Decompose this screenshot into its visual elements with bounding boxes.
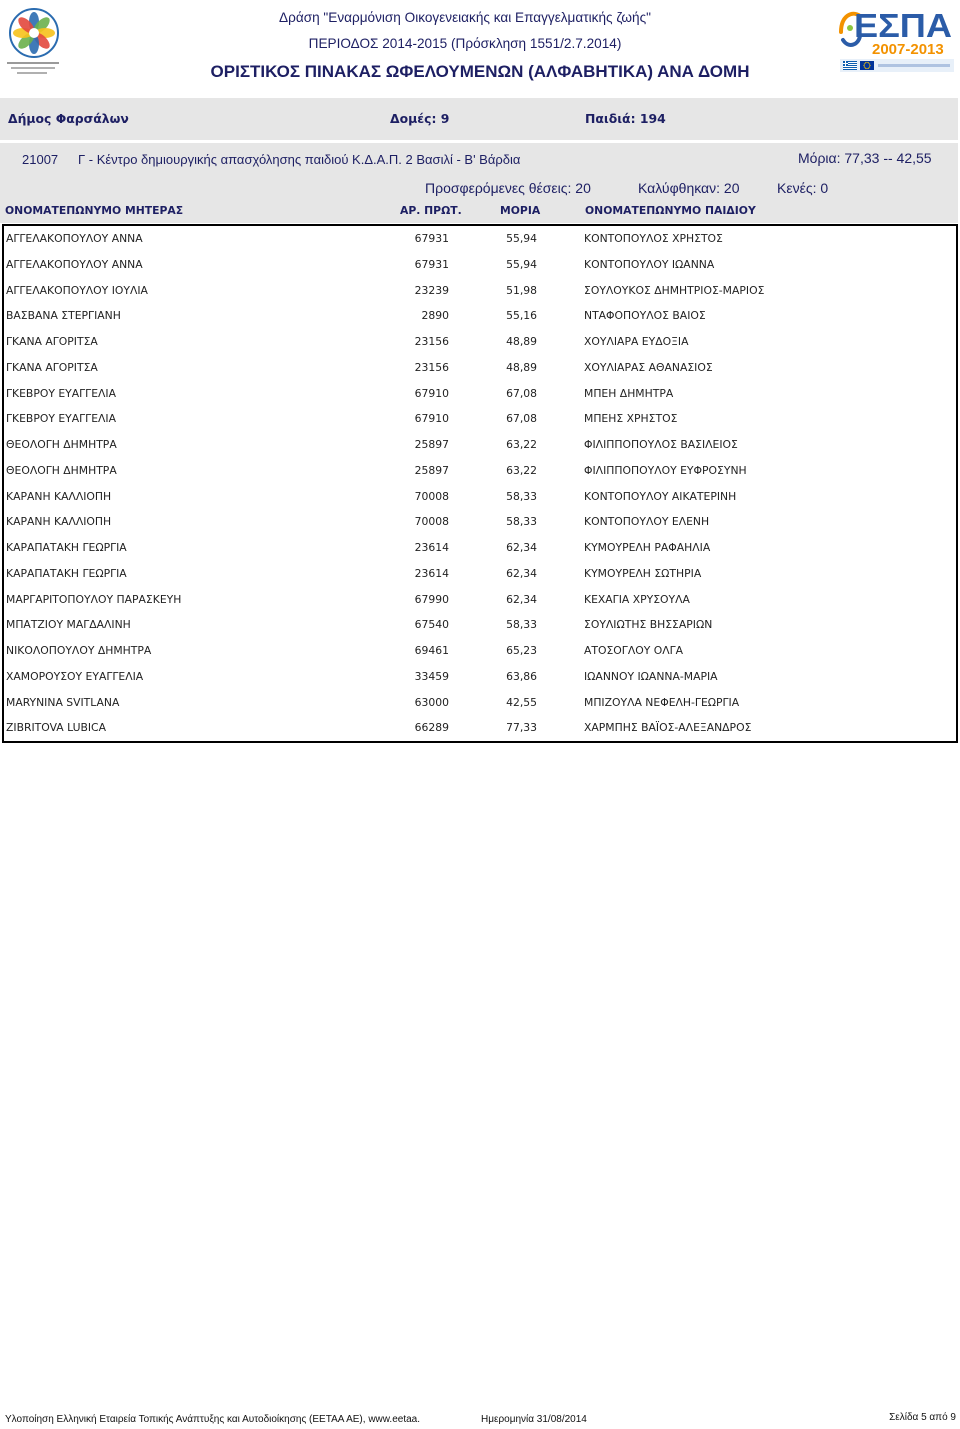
- points-cell: 42,55: [506, 695, 537, 709]
- child-name-cell: ΜΠΙΖΟΥΛΑ ΝΕΦΕΛΗ-ΓΕΩΡΓΙΑ: [584, 695, 740, 709]
- action-title: Δράση "Εναρμόνιση Οικογενειακής και Επαγγελματικής ζωής": [279, 10, 651, 25]
- points-cell: 62,34: [506, 541, 537, 554]
- espa-years: 2007-2013: [872, 41, 944, 58]
- espa-wordmark: ΕΣΠΑ: [854, 7, 952, 44]
- mother-name-cell: ΒΑΣΒΑΝΑ ΣΤΕΡΓΙΑΝΗ: [6, 309, 121, 323]
- child-name-cell: ΚΟΝΤΟΠΟΥΛΟΥ ΑΙΚΑΤΕΡΙΝΗ: [584, 489, 737, 503]
- mother-name-cell: ΘΕΟΛΟΓΗ ΔΗΜΗΤΡΑ: [6, 463, 117, 477]
- column-header-points: ΜΟΡΙΑ: [500, 204, 541, 217]
- table-row: [4, 535, 956, 561]
- table-row: [4, 303, 956, 329]
- mother-name-cell: MARYNINA SVITLANA: [6, 695, 120, 709]
- municipality-name: Δήμος Φαρσάλων: [8, 111, 129, 126]
- points-cell: 51,98: [506, 283, 537, 297]
- child-name-cell: ΚΟΝΤΟΠΟΥΛΟΣ ΧΡΗΣΤΟΣ: [584, 232, 723, 245]
- mother-name-cell: ΑΓΓΕΛΑΚΟΠΟΥΛΟΥ ΙΟΥΛΙΑ: [6, 283, 148, 297]
- table-row: [4, 690, 956, 716]
- protocol-number-cell: 70008: [414, 515, 449, 529]
- eu-flag-icon: [860, 61, 874, 70]
- points-range: Μόρια: 77,33 -- 42,55: [798, 150, 932, 166]
- protocol-number-cell: 67540: [414, 618, 449, 632]
- points-cell: 58,33: [506, 618, 537, 632]
- period-subtitle: ΠΕΡΙΟΔΟΣ 2014-2015 (Πρόσκληση 1551/2.7.2014): [308, 36, 622, 51]
- points-cell: 63,86: [506, 669, 537, 683]
- points-cell: 63,22: [506, 438, 537, 451]
- protocol-number-cell: 67910: [414, 412, 449, 426]
- mother-name-cell: ΑΓΓΕΛΑΚΟΠΟΥΛΟΥ ΑΝΝΑ: [6, 232, 143, 245]
- points-cell: 63,22: [506, 463, 537, 477]
- mother-name-cell: ΚΑΡΑΠΑΤΑΚΗ ΓΕΩΡΓΙΑ: [6, 566, 127, 580]
- protocol-number-cell: 23614: [414, 541, 449, 554]
- beneficiaries-table: [2, 224, 958, 743]
- points-cell: 55,94: [506, 257, 537, 271]
- child-name-cell: ΚΥΜΟΥΡΕΛΗ ΡΑΦΑΗΛΙΑ: [584, 541, 711, 554]
- child-name-cell: ΧΟΥΛΙΑΡΑΣ ΑΘΑΝΑΣΙΟΣ: [584, 360, 713, 374]
- table-row: [4, 432, 956, 458]
- mother-name-cell: ΑΓΓΕΛΑΚΟΠΟΥΛΟΥ ΑΝΝΑ: [6, 257, 143, 271]
- protocol-number-cell: 67931: [414, 257, 449, 271]
- mother-name-cell: ΚΑΡΑΠΑΤΑΚΗ ΓΕΩΡΓΙΑ: [6, 541, 127, 554]
- table-row: [4, 715, 956, 741]
- points-cell: 58,33: [506, 489, 537, 503]
- structure-name: Γ - Κέντρο δημιουργικής απασχόλησης παιδιού Κ.Δ.Α.Π. 2 Βασιλί - Β' Βάρδια: [78, 152, 521, 167]
- table-row: [4, 509, 956, 535]
- footer-page-number: Σελίδα 5 από 9: [889, 1412, 956, 1423]
- protocol-number-cell: 69461: [414, 644, 449, 657]
- protocol-number-cell: 67931: [414, 232, 449, 245]
- protocol-number-cell: 23239: [414, 283, 449, 297]
- table-row: [4, 612, 956, 638]
- points-cell: 58,33: [506, 515, 537, 529]
- table-row: [4, 587, 956, 613]
- mother-name-cell: ΧΑΜΟΡΟΥΣΟΥ ΕΥΑΓΓΕΛΙΑ: [6, 669, 144, 683]
- table-row: [4, 355, 956, 381]
- column-header-mother: ΟΝΟΜΑΤΕΠΩΝΥΜΟ ΜΗΤΕΡΑΣ: [5, 204, 184, 217]
- mother-name-cell: ΘΕΟΛΟΓΗ ΔΗΜΗΤΡΑ: [6, 438, 117, 451]
- child-name-cell: ΑΤΟΣΟΓΛΟΥ ΟΛΓΑ: [584, 644, 684, 657]
- points-cell: 62,34: [506, 592, 537, 606]
- mother-name-cell: ΚΑΡΑΝΗ ΚΑΛΛΙΟΠΗ: [6, 489, 112, 503]
- points-cell: 77,33: [506, 721, 537, 735]
- child-name-cell: ΝΤΑΦΟΠΟΥΛΟΣ ΒΑΙΟΣ: [584, 309, 706, 323]
- mother-name-cell: ΜΠΑΤΖΙΟΥ ΜΑΓΔΑΛΙΝΗ: [6, 618, 131, 632]
- protocol-number-cell: 63000: [414, 695, 449, 709]
- points-cell: 48,89: [506, 360, 537, 374]
- vacant-positions: Κενές: 0: [777, 180, 829, 196]
- child-name-cell: ΚΥΜΟΥΡΕΛΗ ΣΩΤΗΡΙΑ: [584, 566, 702, 580]
- points-cell: 62,34: [506, 566, 537, 580]
- children-count: Παιδιά: 194: [585, 111, 666, 126]
- mother-name-cell: ΝΙΚΟΛΟΠΟΥΛΟΥ ΔΗΜΗΤΡΑ: [6, 644, 152, 657]
- mother-name-cell: ΚΑΡΑΝΗ ΚΑΛΛΙΟΠΗ: [6, 515, 112, 529]
- child-name-cell: ΚΟΝΤΟΠΟΥΛΟΥ ΙΩΑΝΝΑ: [584, 257, 715, 271]
- child-name-cell: ΧΟΥΛΙΑΡΑ ΕΥΔΟΞΙΑ: [584, 335, 689, 348]
- protocol-number-cell: 23614: [414, 566, 449, 580]
- protocol-number-cell: 23156: [414, 335, 449, 348]
- child-name-cell: ΦΙΛΙΠΠΟΠΟΥΛΟΣ ΒΑΣΙΛΕΙΟΣ: [584, 438, 738, 451]
- table-row: [4, 278, 956, 304]
- protocol-number-cell: 67910: [414, 386, 449, 400]
- mother-name-cell: ΜΑΡΓΑΡΙΤΟΠΟΥΛΟΥ ΠΑΡΑΣΚΕΥΗ: [6, 592, 182, 606]
- child-name-cell: ΙΩΑΝΝΟΥ ΙΩΑΝΝΑ-ΜΑΡΙΑ: [584, 669, 718, 683]
- footer-implementation: Υλοποίηση Ελληνική Εταιρεία Τοπικής Ανάπτυξης και Αυτοδιοίκησης (ΕΕΤΑΑ ΑΕ), www.eetaa.: [5, 1414, 421, 1425]
- structure-code: 21007: [22, 152, 59, 167]
- child-name-cell: ΚΟΝΤΟΠΟΥΛΟΥ ΕΛΕΝΗ: [584, 515, 710, 529]
- protocol-number-cell: 66289: [414, 721, 449, 735]
- points-cell: 65,23: [506, 644, 537, 657]
- protocol-number-cell: 25897: [414, 438, 449, 451]
- offered-positions: Προσφερόμενες θέσεις: 20: [425, 180, 591, 196]
- child-name-cell: ΣΟΥΛΙΩΤΗΣ ΒΗΣΣΑΡΙΩΝ: [584, 618, 713, 632]
- points-cell: 55,16: [506, 309, 537, 323]
- table-row: [4, 561, 956, 587]
- page-title: ΟΡΙΣΤΙΚΟΣ ΠΙΝΑΚΑΣ ΩΦΕΛΟΥΜΕΝΩΝ (ΑΛΦΑΒΗΤΙΚΑ) ΑΝΑ ΔΟΜΗ: [210, 62, 750, 81]
- mother-name-cell: ΓΚΑΝΑ ΑΓΟΡΙΤΣΑ: [6, 360, 98, 374]
- mother-name-cell: ΓΚΕΒΡΟΥ ΕΥΑΓΓΕΛΙΑ: [6, 412, 116, 426]
- table-row: [4, 226, 956, 252]
- mother-name-cell: ΓΚΕΒΡΟΥ ΕΥΑΓΓΕΛΙΑ: [6, 386, 116, 400]
- espa-logo: [838, 4, 956, 74]
- footer-date: Ημερομηνία 31/08/2014: [481, 1414, 587, 1425]
- protocol-number-cell: 2890: [421, 309, 449, 323]
- child-name-cell: ΜΠΕΗΣ ΧΡΗΣΤΟΣ: [584, 412, 678, 426]
- protocol-number-cell: 70008: [414, 489, 449, 503]
- table-row: [4, 638, 956, 664]
- points-cell: 48,89: [506, 335, 537, 348]
- column-header-protocol: ΑΡ. ΠΡΩΤ.: [400, 204, 462, 217]
- municipality-band: [0, 98, 958, 140]
- table-row: [4, 252, 956, 278]
- protocol-number-cell: 25897: [414, 463, 449, 477]
- column-header-child: ΟΝΟΜΑΤΕΠΩΝΥΜΟ ΠΑΙΔΙΟΥ: [585, 204, 756, 217]
- protocol-number-cell: 67990: [414, 592, 449, 606]
- child-name-cell: ΜΠΕΗ ΔΗΜΗΤΡΑ: [584, 386, 674, 400]
- protocol-number-cell: 33459: [414, 669, 449, 683]
- table-row: [4, 329, 956, 355]
- greek-flag-icon: [843, 61, 857, 70]
- table-row: [4, 406, 956, 432]
- points-cell: 67,08: [506, 412, 537, 426]
- child-name-cell: ΣΟΥΛΟΥΚΟΣ ΔΗΜΗΤΡΙΟΣ-ΜΑΡΙΟΣ: [584, 283, 765, 297]
- mother-name-cell: ΓΚΑΝΑ ΑΓΟΡΙΤΣΑ: [6, 335, 98, 348]
- child-name-cell: ΚΕΧΑΓΙΑ ΧΡΥΣΟΥΛΑ: [584, 592, 690, 606]
- covered-positions: Καλύφθηκαν: 20: [638, 180, 740, 196]
- protocol-number-cell: 23156: [414, 360, 449, 374]
- child-name-cell: ΧΑΡΜΠΗΣ ΒΑΪΟΣ-ΑΛΕΞΑΝΔΡΟΣ: [584, 721, 752, 735]
- table-row: [4, 664, 956, 690]
- table-row: [4, 381, 956, 407]
- points-cell: 67,08: [506, 386, 537, 400]
- child-name-cell: ΦΙΛΙΠΠΟΠΟΥΛΟΥ ΕΥΦΡΟΣΥΝΗ: [584, 463, 747, 477]
- points-cell: 55,94: [506, 232, 537, 245]
- structures-count: Δομές: 9: [390, 111, 450, 126]
- mother-name-cell: ZIBRITOVA LUBICA: [6, 721, 106, 735]
- table-row: [4, 458, 956, 484]
- table-row: [4, 484, 956, 510]
